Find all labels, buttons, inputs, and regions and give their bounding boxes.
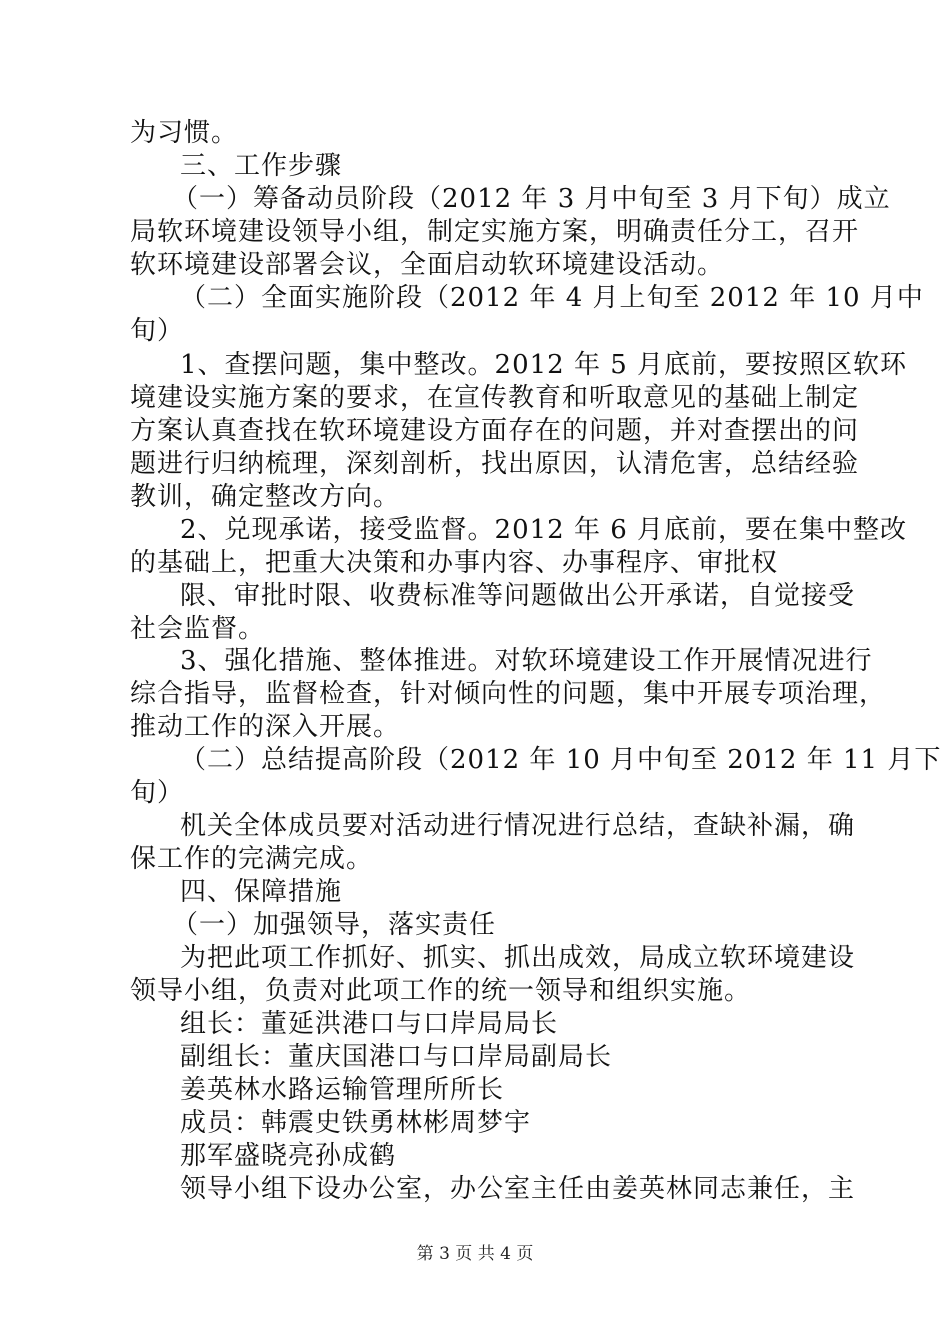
text-line: 为把此项工作抓好、抓实、抓出成效，局成立软环境建设 (180, 943, 856, 973)
text-line: 局软环境建设领导小组，制定实施方案，明确责任分工，召开 (130, 217, 860, 247)
text-line: 姜英林水路运输管理所所长 (180, 1075, 505, 1105)
text-line: 教训，确定整改方向。 (130, 482, 401, 512)
text-line: 领导小组，负责对此项工作的统一领导和组织实施。 (130, 976, 752, 1006)
subsection-heading: （一）加强领导，落实责任 (172, 910, 497, 940)
text-line: 的基础上，把重大决策和办事内容、办事程序、审批权 (130, 548, 779, 578)
text-line: 3、强化措施、整体推进。对软环境建设工作开展情况进行 (180, 646, 873, 676)
text-line: 软环境建设部署会议，全面启动软环境建设活动。 (130, 250, 725, 280)
text-line: 1、查摆问题，集中整改。2012 年 5 月底前，要按照区软环 (180, 350, 908, 380)
text-line: 限、审批时限、收费标准等问题做出公开承诺，自觉接受 (180, 581, 856, 611)
text-line: 旬） (130, 778, 185, 808)
text-line: 机关全体成员要对活动进行情况进行总结，查缺补漏，确 (180, 811, 856, 841)
section-heading: 三、工作步骤 (180, 151, 343, 181)
text-line: 保工作的完满完成。 (130, 844, 374, 874)
text-line: （二）全面实施阶段（2012 年 4 月上旬至 2012 年 10 月中 (180, 283, 924, 313)
text-line: 组长：董延洪港口与口岸局局长 (180, 1009, 559, 1039)
text-line: 那军盛晓亮孙成鹤 (180, 1141, 397, 1171)
text-line: 领导小组下设办公室，办公室主任由姜英林同志兼任，主 (180, 1174, 856, 1204)
text-line: 综合指导，监督检查，针对倾向性的问题，集中开展专项治理， (130, 679, 887, 709)
text-line: 题进行归纳梳理，深刻剖析，找出原因，认清危害，总结经验 (130, 449, 860, 479)
text-line: 方案认真查找在软环境建设方面存在的问题，并对查摆出的问 (130, 416, 860, 446)
page-footer: 第 3 页 共 4 页 (416, 1244, 534, 1264)
text-line: 成员：韩震史铁勇林彬周梦宇 (180, 1108, 532, 1138)
text-line: 2、兑现承诺，接受监督。2012 年 6 月底前，要在集中整改 (180, 515, 908, 545)
text-line: 推动工作的深入开展。 (130, 712, 401, 742)
section-heading: 四、保障措施 (180, 877, 343, 907)
text-line: 社会监督。 (130, 614, 266, 644)
text-line: 副组长：董庆国港口与口岸局副局长 (180, 1042, 613, 1072)
text-line: （二）总结提高阶段（2012 年 10 月中旬至 2012 年 11 月下 (180, 745, 942, 775)
text-line: 为习惯。 (130, 118, 239, 148)
text-line: （一）筹备动员阶段（2012 年 3 月中旬至 3 月下旬）成立 (172, 184, 891, 214)
text-line: 境建设实施方案的要求，在宣传教育和听取意见的基础上制定 (130, 383, 860, 413)
text-line: 旬） (130, 316, 185, 346)
